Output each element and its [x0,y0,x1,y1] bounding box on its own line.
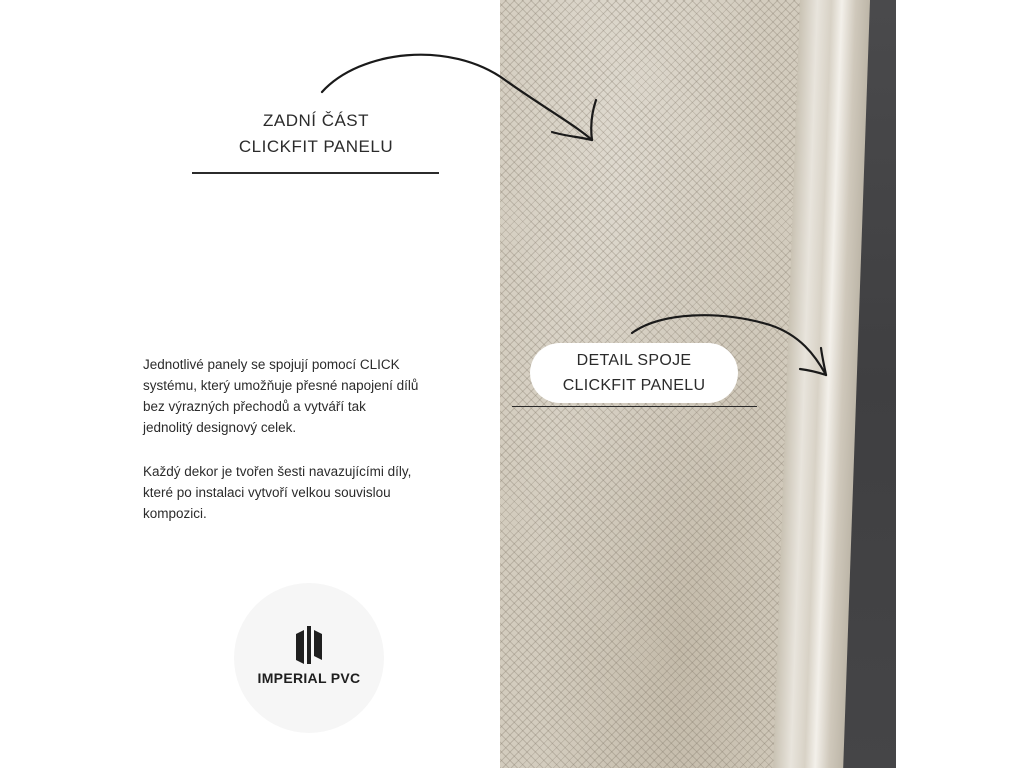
logo-text: IMPERIAL PVC [257,670,361,686]
paragraph-1-line: jednolitý designový celek. [143,420,297,435]
paragraph-2-line: Každý dekor je tvořen šesti navazujícími díly, [143,464,412,479]
title-line-2: CLICKFIT PANELU [238,137,394,156]
arrow-to-joint-icon [632,315,826,375]
paragraph-2-line: které po instalaci vytvoří velkou souvislou [143,485,391,500]
paragraph-2-line: kompozici. [143,506,207,521]
title-line-1: ZADNÍ ČÁST [262,111,370,130]
detail-line-2: CLICKFIT PANELU [562,377,706,394]
paragraph-1-line: systému, který umožňuje přesné napojení dílů [143,378,419,393]
paragraph-1-line: Jednotlivé panely se spojují pomocí CLICK [143,357,400,372]
detail-line-1: DETAIL SPOJE [576,352,692,369]
paragraph-1-line: bez výrazných přechodů a vytváří tak [143,399,366,414]
arrow-to-panel-back-icon [322,55,596,140]
